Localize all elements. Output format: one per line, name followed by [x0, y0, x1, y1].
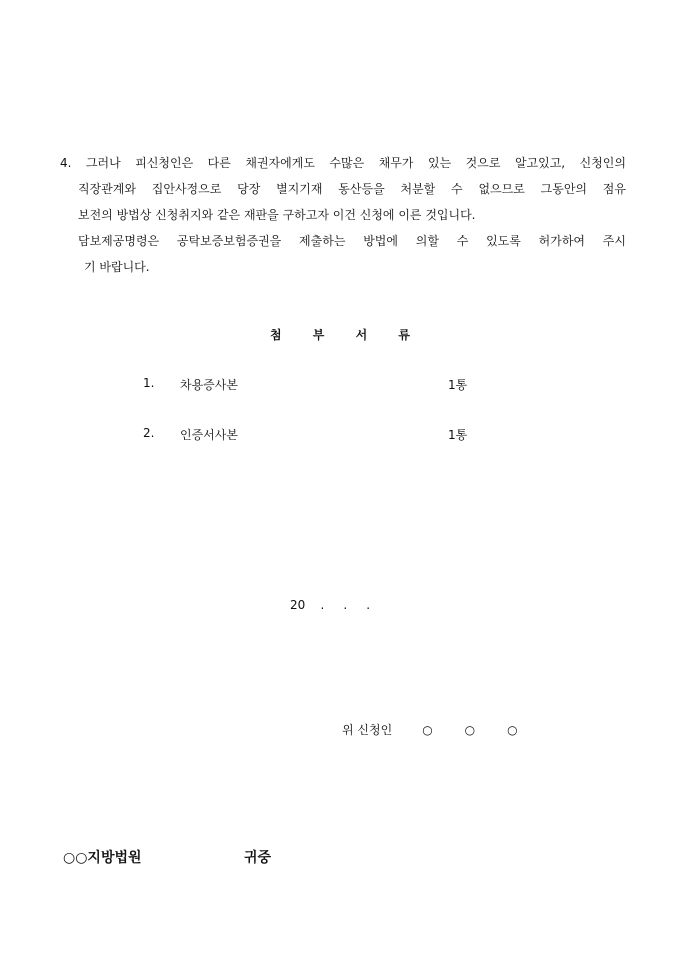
name-placeholder-mark: ○	[507, 722, 518, 737]
body-paragraph	[60, 150, 626, 280]
honorific: 귀중	[244, 850, 272, 866]
attachments-title-char: 첨	[270, 328, 282, 342]
attachment-name: 차용증사본	[180, 378, 238, 392]
applicant-label: 위 신청인	[342, 723, 393, 737]
body-line: 기 바랍니다.	[84, 260, 150, 274]
attachment-number: 2.	[143, 426, 155, 440]
body-line: 직장관계와 집안사정으로 당장 별지기재 동산등을 처분할 수 없으므로 그동안의 점유	[78, 182, 626, 196]
attachments-title-char: 부	[312, 328, 325, 342]
court-name: ○○지방법원	[63, 850, 142, 866]
attachments-title	[270, 326, 410, 343]
name-placeholder-mark: ○	[422, 722, 433, 737]
attachment-item	[143, 376, 483, 394]
attachments-title-char: 서	[355, 328, 368, 342]
attachment-name: 인증서사본	[180, 428, 238, 442]
body-line: 4. 그러나 피신청인은 다른 채권자에게도 수많은 채무가 있는 것으로 알고있고, 신청인의	[60, 156, 626, 170]
body-line: 담보제공명령은 공탁보증보험증권을 제출하는 방법에 의할 수 있도록 허가하여 주시	[78, 234, 626, 248]
attachments-title-char: 류	[398, 328, 410, 342]
applicant-signature	[342, 721, 518, 738]
name-placeholder-mark: ○	[464, 722, 476, 737]
attachment-item	[143, 426, 483, 444]
attachment-number: 1.	[143, 376, 155, 390]
body-line: 보전의 방법상 신청취지와 같은 재판을 구하고자 이건 신청에 이른 것입니다.	[78, 208, 476, 222]
attachment-count: 1통	[448, 428, 468, 442]
attachment-count: 1통	[448, 378, 468, 392]
filing-date: 20 . . .	[290, 598, 371, 612]
